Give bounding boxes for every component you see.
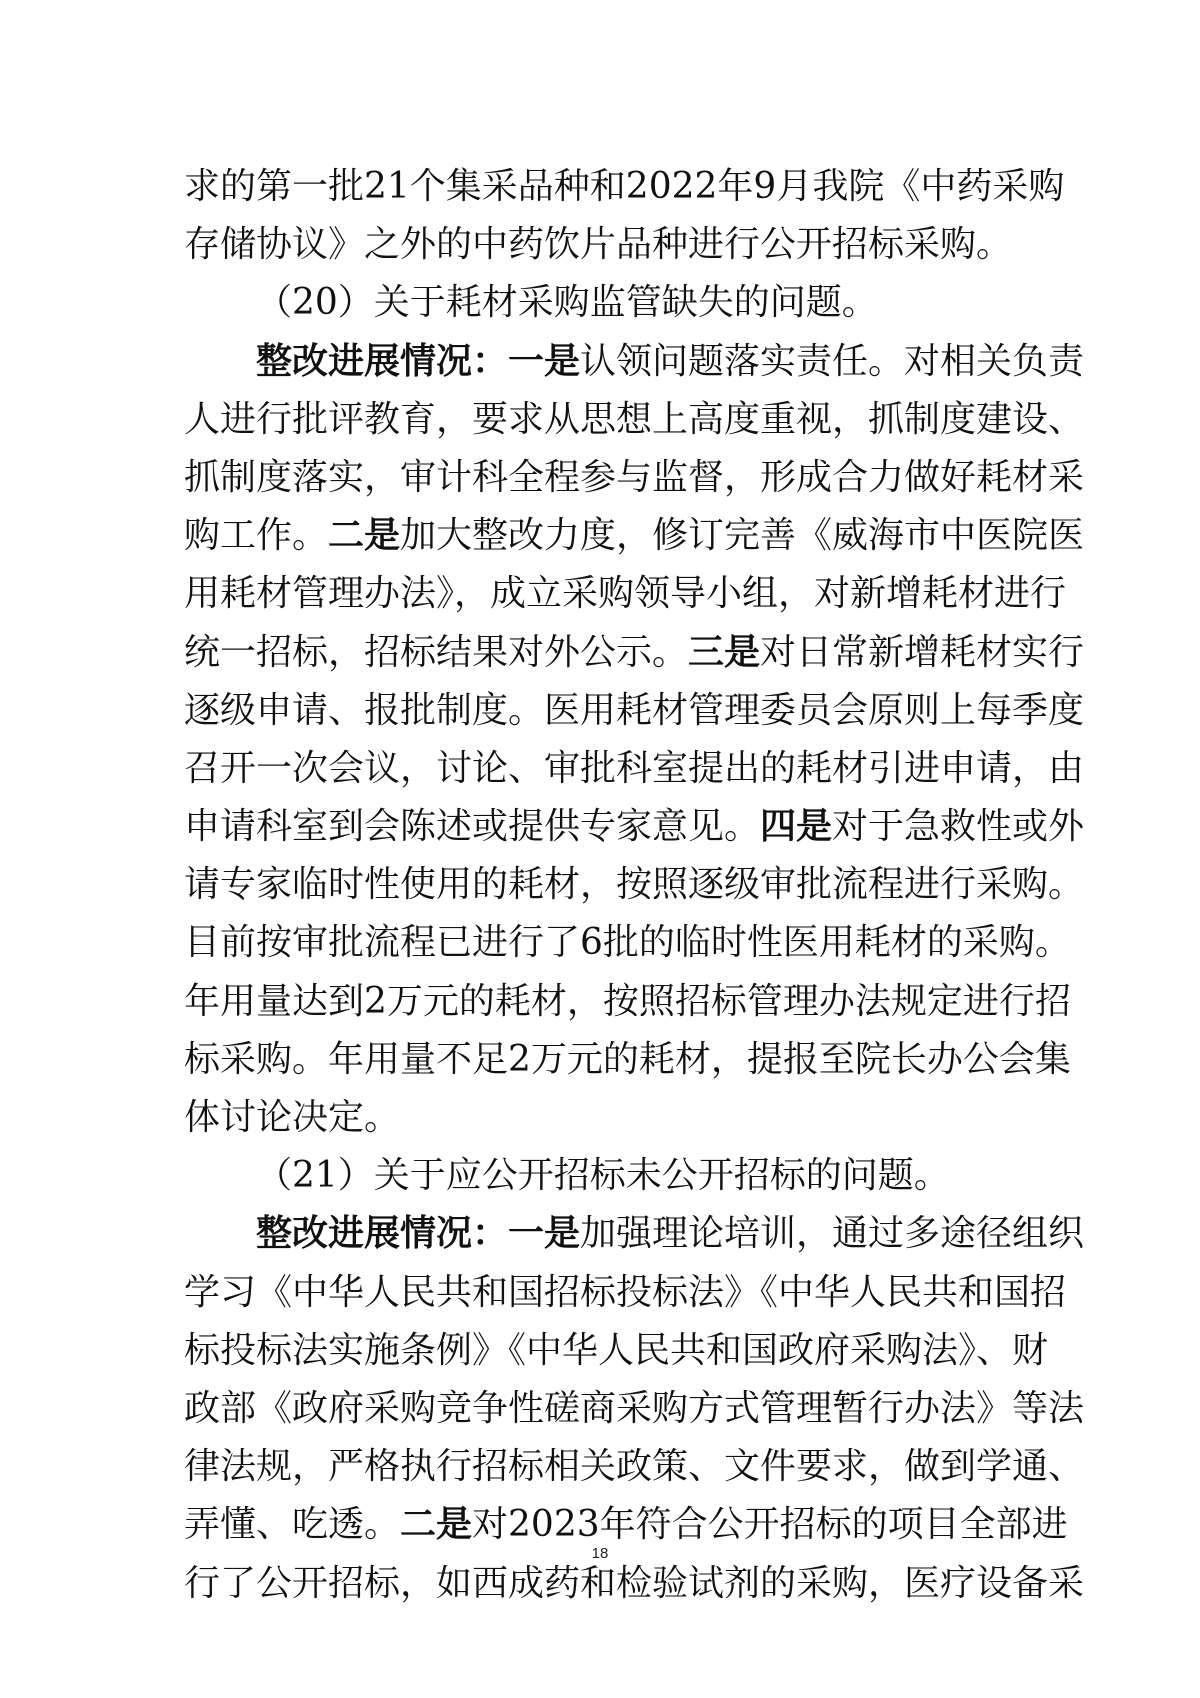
text-line: 求的第一批21个集采品种和2022年9月我院《中药采购: [184, 166, 1065, 207]
section-heading: （21）关于应公开招标未公开招标的问题。: [256, 1155, 950, 1197]
text-line: 标投标法实施条例》《中华人民共和国政府采购法》、财: [184, 1329, 1049, 1371]
text-line: 标采购。年用量不足2万元的耗材，提报至院长办公会集: [184, 1038, 1071, 1080]
bold-lead: 四是: [760, 806, 833, 848]
text-run: 加大整改力度，修订完善《威海市中医院医: [400, 515, 1085, 557]
text-run: 认领问题落实责任。对相关负责: [580, 340, 1085, 382]
section-heading: （20）关于耗材采购监管缺失的问题。: [256, 282, 878, 324]
text-run: 对日常新增耗材实行: [760, 631, 1085, 673]
text-run: 弄懂、吃透。: [184, 1504, 401, 1546]
bold-lead: 三是: [688, 631, 761, 673]
bold-lead: 整改进展情况：一是: [256, 340, 581, 382]
text-run: 对于急救性或外: [832, 806, 1085, 848]
text-run: 购工作。: [184, 515, 329, 557]
text-line: 年用量达到2万元的耗材，按照招标管理办法规定进行招: [184, 980, 1071, 1022]
text-line: 存储协议》之外的中药饮片品种进行公开招标采购。: [184, 224, 1013, 266]
text-line: 请专家临时性使用的耗材，按照逐级审批流程进行采购。: [184, 864, 1085, 906]
text-line: [184, 333, 1085, 391]
text-line: 用耗材管理办法》，成立采购领导小组，对新增耗材进行: [184, 573, 1067, 615]
page-number: 18: [591, 1545, 609, 1562]
document-body: [184, 158, 1085, 1613]
text-run: 统一招标，招标结果对外公示。: [184, 631, 689, 673]
bold-lead: 整改进展情况：一是: [256, 1213, 581, 1255]
text-line: 抓制度落实，审计科全程参与监督，形成合力做好耗材采: [184, 456, 1085, 498]
text-line: 召开一次会议，讨论、审批科室提出的耗材引进申请，由: [184, 747, 1085, 789]
bold-lead: 二是: [328, 515, 401, 557]
text-run: 加强理论培训，通过多途径组织: [580, 1213, 1085, 1255]
text-line: 律法规，严格执行招标相关政策、文件要求，做到学通、: [184, 1446, 1085, 1488]
text-line: [184, 798, 1085, 856]
text-line: [184, 624, 1085, 682]
text-line: 政部《政府采购竞争性磋商采购方式管理暂行办法》等法: [184, 1387, 1085, 1429]
text-line: [184, 507, 1085, 565]
text-line: 体讨论决定。: [184, 1097, 401, 1138]
bold-lead: 二是: [400, 1504, 473, 1546]
text-line: 目前按审批流程已进行了6批的临时性医用耗材的采购。: [184, 922, 1071, 964]
text-line: 人进行批评教育，要求从思想上高度重视，抓制度建设、: [184, 398, 1085, 440]
text-run: 对2023年符合公开招标的项目全部进: [472, 1504, 1068, 1546]
text-line: [184, 1205, 1085, 1263]
text-line: 逐级申请、报批制度。医用耗材管理委员会原则上每季度: [184, 689, 1085, 731]
text-run: 申请科室到会陈述或提供专家意见。: [184, 806, 761, 848]
text-line: 行了公开招标，如西成药和检验试剂的采购，医疗设备采: [184, 1562, 1085, 1604]
text-line: 学习《中华人民共和国招标投标法》《中华人民共和国招: [184, 1271, 1067, 1313]
